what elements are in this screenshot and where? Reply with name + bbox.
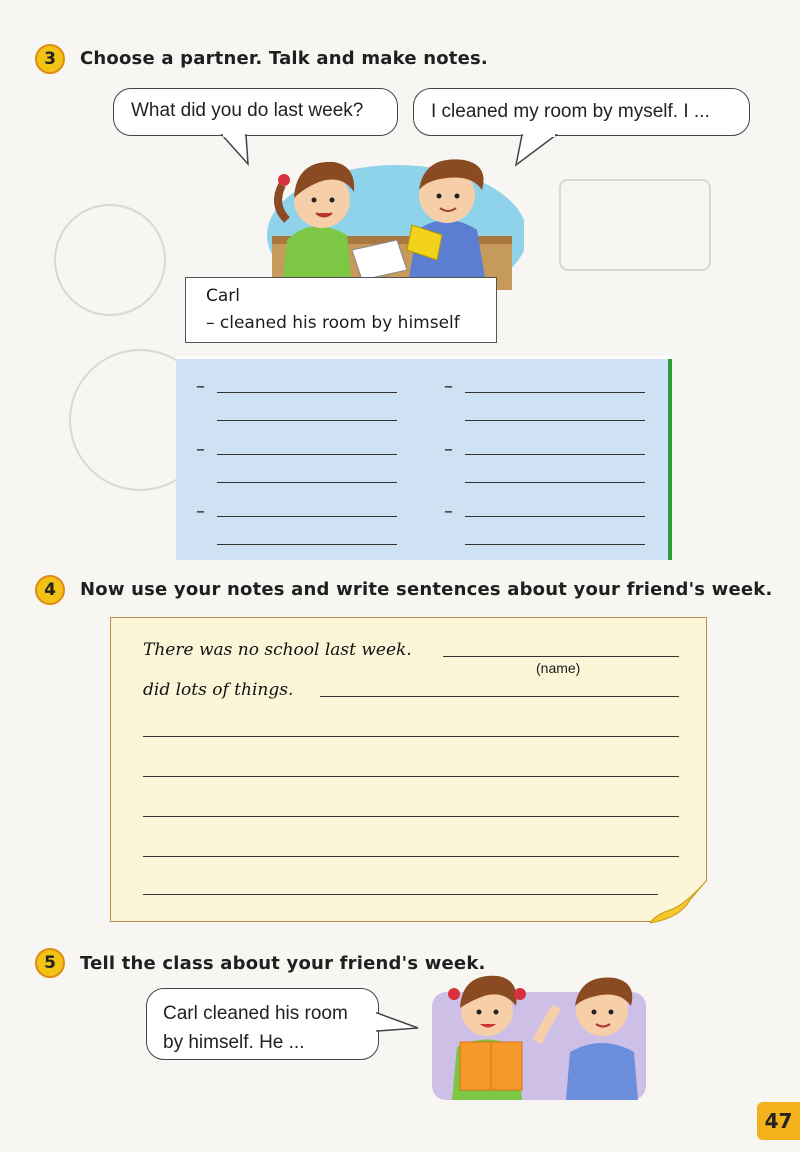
section-3-instruction: Choose a partner. Talk and make notes. (80, 48, 488, 69)
note-dash: – (444, 501, 453, 522)
page-number: 47 (757, 1102, 800, 1140)
example-note-card (185, 277, 497, 343)
speech-bubble-answer: I cleaned my room by myself. I ... (413, 88, 750, 136)
note-dash: – (444, 439, 453, 460)
writing-box (110, 617, 707, 922)
note-line[interactable] (217, 482, 397, 483)
writing-line[interactable] (143, 856, 679, 857)
speech-bubble-tail (220, 134, 260, 166)
speech-bubble-question: What did you do last week? (113, 88, 398, 136)
note-line[interactable] (465, 482, 645, 483)
note-dash: – (196, 501, 205, 522)
section-4-instruction: Now use your notes and write sentences about your friend's week. (80, 579, 773, 600)
note-name: Carl (206, 286, 240, 306)
writing-line[interactable] (443, 656, 679, 657)
note-line[interactable] (217, 392, 397, 393)
speech-bubble-tail (376, 1010, 420, 1036)
section-5-number: 5 (35, 948, 65, 978)
speech-line-1: Carl cleaned his room (163, 1003, 348, 1024)
name-label: (name) (536, 660, 581, 676)
writing-line-2-text: did lots of things. (143, 680, 294, 700)
note-line[interactable] (217, 516, 397, 517)
note-dash: – (444, 376, 453, 397)
writing-line[interactable] (143, 736, 679, 737)
section-5-instruction: Tell the class about your friend's week. (80, 953, 486, 974)
section-3-number: 3 (35, 44, 65, 74)
speech-line-2: by himself. He ... (163, 1032, 305, 1053)
writing-line[interactable] (143, 894, 658, 895)
note-line[interactable] (465, 420, 645, 421)
note-line[interactable] (465, 544, 645, 545)
page-curl-decoration (650, 880, 708, 924)
note-line[interactable] (465, 392, 645, 393)
note-item: – cleaned his room by himself (206, 313, 460, 333)
section-4-number: 4 (35, 575, 65, 605)
note-line[interactable] (217, 454, 397, 455)
children-reading-illustration (262, 140, 524, 290)
panel-top-edge (176, 356, 672, 359)
notes-panel (176, 358, 672, 560)
note-line[interactable] (217, 420, 397, 421)
writing-line[interactable] (143, 816, 679, 817)
writing-line[interactable] (320, 696, 679, 697)
children-presenting-illustration (432, 972, 646, 1100)
writing-line-1-text: There was no school last week. (143, 640, 412, 660)
note-line[interactable] (217, 544, 397, 545)
speech-bubble-report (146, 988, 379, 1060)
writing-line[interactable] (143, 776, 679, 777)
note-dash: – (196, 439, 205, 460)
note-dash: – (196, 376, 205, 397)
note-line[interactable] (465, 516, 645, 517)
note-line[interactable] (465, 454, 645, 455)
